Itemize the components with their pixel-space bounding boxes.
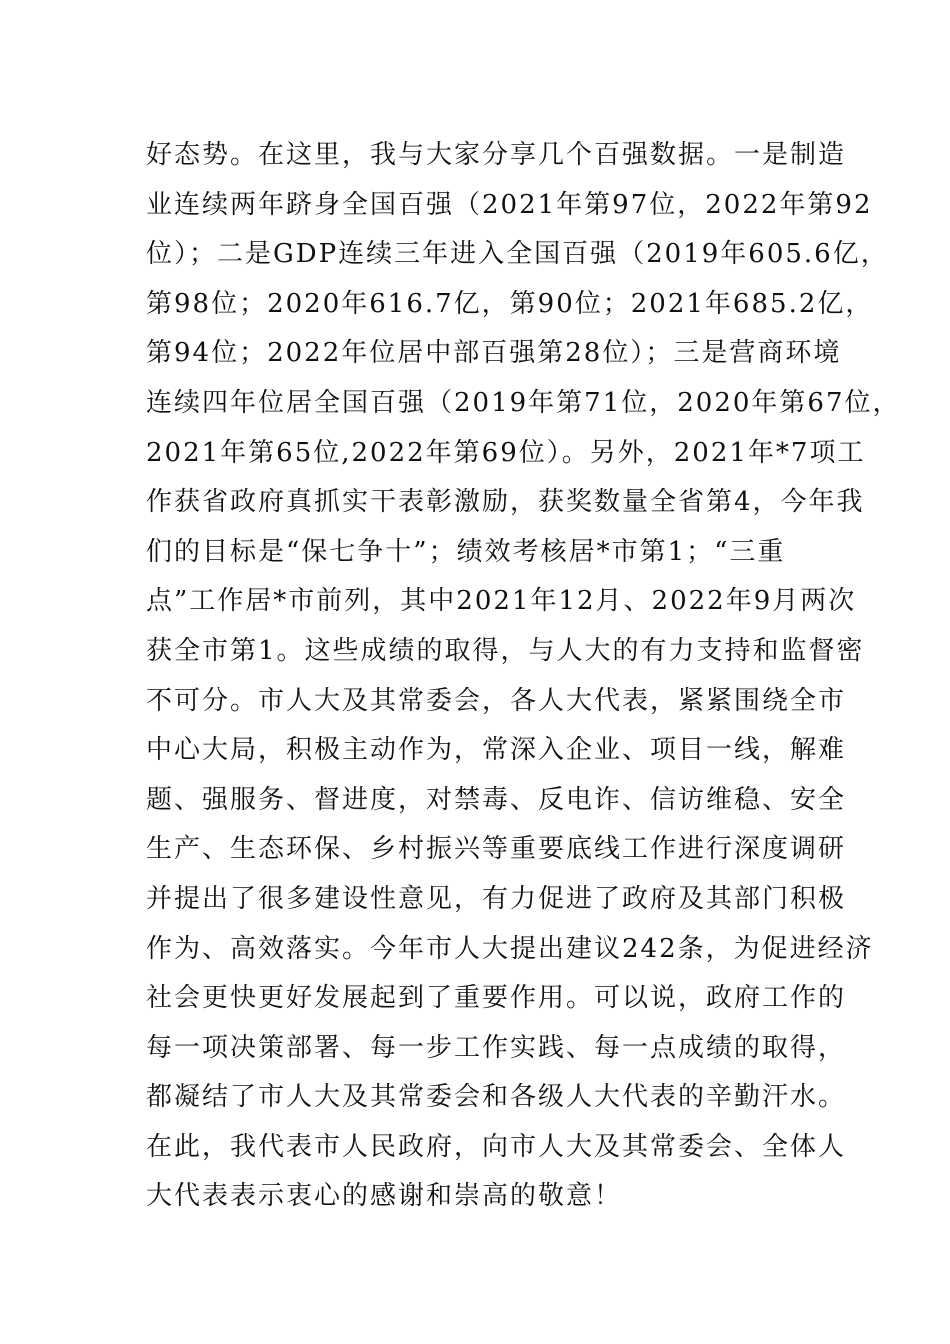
text-line: 作为、高效落实。今年市人大提出建议242条，为促进经济 [146,933,874,964]
text-line: 点”工作居*市前列，其中2021年12月、2022年9月两次 [146,586,857,617]
text-line: 获全市第1。这些成绩的取得，与人大的有力支持和监督密 [146,635,865,666]
text-line: 题、强服务、督进度，对禁毒、反电诈、信访维稳、安全 [146,784,847,815]
text-line: 大代表表示衷心的感谢和崇高的敬意！ [146,1181,623,1212]
text-line: 好态势。在这里，我与大家分享几个百强数据。一是制造 [146,140,847,170]
text-line: 不可分。市人大及其常委会，各人大代表，紧紧围绕全市 [146,685,847,716]
text-line: 连续四年位居全国百强（2019年第71位，2020年第67位， [146,387,901,418]
body-paragraph [146,131,901,1222]
text-line: 作获省政府真抓实干表彰激励，获奖数量全省第4，今年我 [146,487,865,518]
text-line: 在此，我代表市人民政府，向市人大及其常委会、全体人 [146,1131,847,1162]
text-line: 第94位；2022年位居中部百强第28位）；三是营商环境 [146,338,842,369]
text-line: 每一项决策部署、每一步工作实践、每一点成绩的取得， [146,1032,847,1063]
text-line: 社会更快更好发展起到了重要作用。可以说，政府工作的 [146,983,847,1014]
text-line: 业连续两年跻身全国百强（2021年第97位，2022年第92 [146,189,873,220]
text-line: 中心大局，积极主动作为，常深入企业、项目一线，解难 [146,735,847,766]
text-line: 都凝结了市人大及其常委会和各级人大代表的辛勤汗水。 [146,1082,847,1113]
text-line: 2021年第65位,2022年第69位）。另外，2021年*7项工 [146,437,866,468]
text-line: 位）；二是GDP连续三年进入全国百强（2019年605.6亿， [146,239,889,270]
text-line: 第98位；2020年616.7亿，第90位；2021年685.2亿， [146,288,874,319]
text-line: 们的目标是“保七争十”；绩效考核居*市第1；“三重 [146,536,786,567]
text-line: 并提出了很多建设性意见，有力促进了政府及其部门积极 [146,883,847,914]
text-line: 生产、生态环保、乡村振兴等重要底线工作进行深度调研 [146,834,847,865]
